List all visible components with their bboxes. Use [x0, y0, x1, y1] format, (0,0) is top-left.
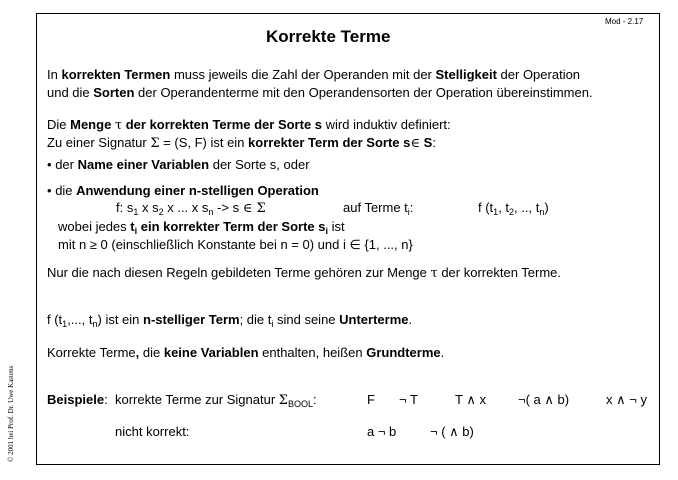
example-term: F: [367, 392, 375, 407]
operation-range: mit n ≥ 0 (einschließlich Konstante bei n = 0) und i ∈ {1, ..., n}: [58, 237, 413, 252]
examples-label: Beispiele:: [47, 392, 108, 407]
example-term: ¬ T: [399, 392, 418, 407]
bullet-dot: •: [47, 183, 52, 198]
examples-signature: korrekte Terme zur Signatur $\Sigma_{BOOL}$:: [115, 392, 317, 409]
definition-line-1: Die Menge τ der korrekten Terme der Sorte s wird induktiv definiert:: [47, 117, 451, 133]
incorrect-term: ¬ ( ∧ b): [430, 424, 474, 439]
definition-line-2: Zu einer Signatur Σ = (S, F) ist ein korrekter Term der Sorte s∈ S:: [47, 135, 436, 151]
example-term: x ∧ ¬ y: [606, 392, 647, 407]
intro-line-1: In korrekten Termen muss jeweils die Zahl der Operanden mit der Stelligkeit der Operation: [47, 67, 581, 82]
page-id: Mod - 2.17: [605, 17, 644, 26]
slide-title: Korrekte Terme: [266, 27, 391, 46]
bullet-variable: • der Name einer Variablen der Sorte s, oder: [47, 157, 310, 172]
operation-on-terms: auf Terme $t_i$:: [343, 200, 414, 217]
ground-terms-text: Korrekte Terme, die keine Variablen enthalten, heißen Grundterme.: [47, 345, 445, 360]
bullet-dot: •: [47, 157, 52, 172]
example-term: ¬( a ∧ b): [518, 392, 570, 407]
operation-condition: wobei jedes $t_i$ ein korrekter Term der Sorte $s_i$ ist: [58, 219, 345, 236]
operation-application: f ($t_1$, $t_2$, .., $t_n$): [478, 200, 549, 217]
rule-text: Nur die nach diesen Regeln gebildeten Terme gehören zur Menge τ der korrekten Terme.: [47, 265, 562, 281]
subterm-text: f ($t_1$,..., $t_n$) ist ein n-stelliger Term; die $t_i$ sind seine Unterterme.: [47, 312, 413, 329]
incorrect-term: a ¬ b: [367, 424, 397, 439]
operation-signature: f: $s_1$ x $s_2$ x ... x $s_n -> s$ ∈ Σ: [116, 200, 266, 217]
copyright-note: © 2001 bei Prof. Dr. Uwe Kastens: [7, 365, 15, 462]
bullet-operation: • die Anwendung einer n-stelligen Operation: [47, 183, 319, 198]
example-term: T ∧ x: [455, 392, 486, 407]
intro-line-2: und die Sorten der Operandenterme mit den Operandensorten der Operation übereinstimmen.: [47, 85, 593, 100]
incorrect-label: nicht korrekt:: [115, 424, 190, 439]
